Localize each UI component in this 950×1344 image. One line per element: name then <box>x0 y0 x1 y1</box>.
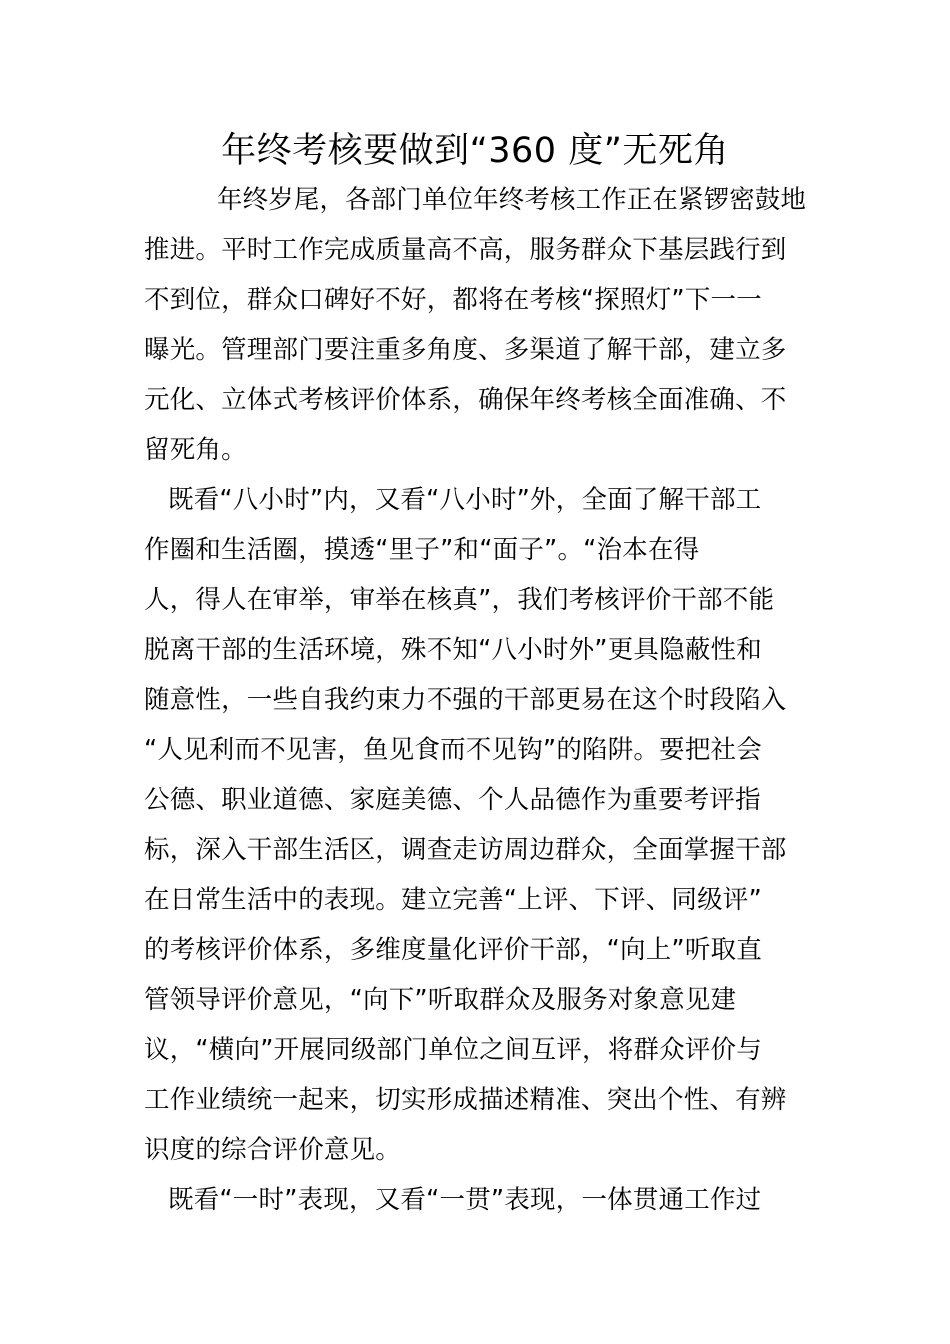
paragraph-1-line-4: 曝光。管理部门要注重多角度、多渠道了解干部，建立多 <box>144 335 787 365</box>
paragraph-2-line-12: 议，“横向”开展同级部门单位之间互评，将群众评价与 <box>144 1035 762 1065</box>
paragraph-1-line-3: 不到位，群众口碑好不好，都将在考核“探照灯”下一一 <box>144 285 762 315</box>
paragraph-1-line-5: 元化、立体式考核评价体系，确保年终考核全面准确、不 <box>144 385 787 415</box>
paragraph-2-line-4: 脱离干部的生活环境，殊不知“八小时外”更具隐蔽性和 <box>144 635 762 665</box>
paragraph-2-line-7: 公德、职业道德、家庭美德、个人品德作为重要考评指 <box>144 785 761 815</box>
paragraph-2-line-5: 随意性，一些自我约束力不强的干部更易在这个时段陷入 <box>144 685 787 715</box>
paragraph-2-line-14: 识度的综合评价意见。 <box>144 1135 402 1165</box>
paragraph-1-line-1: 年终岁尾，各部门单位年终考核工作正在紧锣密鼓地 <box>217 185 807 215</box>
paragraph-2-line-9: 在日常生活中的表现。建立完善“上评、下评、同级评” <box>144 885 762 915</box>
paragraph-2-line-8: 标，深入干部生活区，调查走访周边群众，全面掌握干部 <box>144 835 787 865</box>
paragraph-2-line-1: 既看“八小时”内，又看“八小时”外，全面了解干部工 <box>168 485 762 515</box>
document-title: 年终考核要做到“360 度”无死角 <box>221 131 729 171</box>
paragraph-2-line-11: 管领导评价意见，“向下”听取群众及服务对象意见建 <box>144 985 737 1015</box>
paragraph-3-line-1: 既看“一时”表现，又看“一贯”表现，一体贯通工作过 <box>168 1185 762 1215</box>
paragraph-2-line-13: 工作业绩统一起来，切实形成描述精准、突出个性、有辨 <box>144 1085 787 1115</box>
paragraph-2-line-3: 人，得人在审举，审举在核真”，我们考核评价干部不能 <box>144 585 775 615</box>
paragraph-1-line-6: 留死角。 <box>144 435 247 465</box>
paragraph-2-line-10: 的考核评价体系，多维度量化评价干部，“向上”听取直 <box>144 935 762 965</box>
paragraph-2-line-6: “人见利而不见害，鱼见食而不见钩”的陷阱。要把社会 <box>144 735 762 765</box>
paragraph-2-line-2: 作圈和生活圈，摸透“里子”和“面子”。“治本在得 <box>144 535 700 565</box>
paragraph-1-line-2: 推进。平时工作完成质量高不高，服务群众下基层践行到 <box>144 235 787 265</box>
